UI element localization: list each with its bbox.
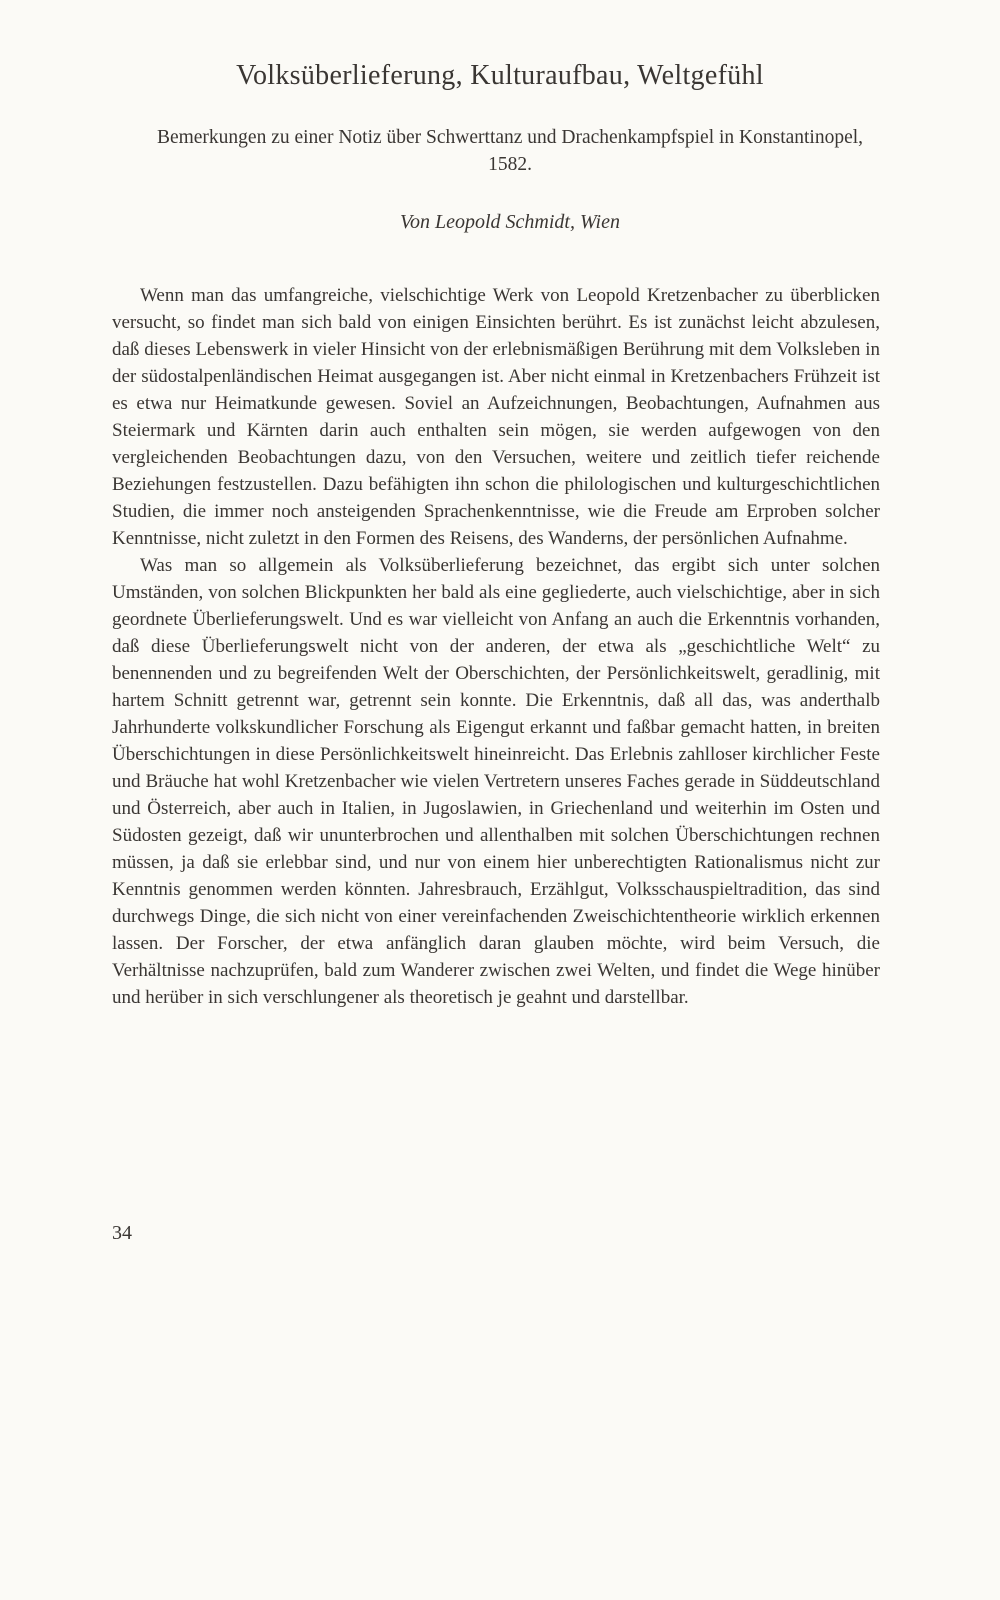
article-subtitle: Bemerkungen zu einer Notiz über Schwerttanz und Drachenkampfspiel in Konstantinopel, 1582. [156,127,864,175]
body-paragraph: Wenn man das umfangreiche, vielschichtige Werk von Leopold Kretzenbacher zu überblicken versucht, so findet man sich bald von einigen Einsichten berührt. Es ist zunächst leicht abzulesen, daß dieses Lebenswerk in vieler Hinsicht von der erlebnismäßigen Berührung mit dem Volksleben in der südostalpenländischen Heimat ausgegangen ist. Aber nicht einmal in Kretzenbachers Frühzeit ist es etwa nur Heimatkunde gewesen. Soviel an Aufzeichnungen, Beobachtungen, Aufnahmen aus Steiermark und Kärnten darin auch enthalten sein mögen, sie werden aufgewogen von den vergleichenden Beobachtungen dazu, von den Versuchen, weitere und zeitlich tiefer reichende Beziehungen festzustellen. Dazu befähigten ihn schon die philologischen und kulturgeschichtlichen Studien, die immer noch ansteigenden Sprachenkenntnisse, wie die Freude am Erproben solcher Kenntnisse, nicht zuletzt in den Formen des Reisens, des Wanderns, der persönlichen Aufnahme. [112,285,880,549]
body-paragraph: Was man so allgemein als Volksüberlieferung bezeichnet, das ergibt sich unter solchen Umständen, von solchen Blickpunkten her bald als eine gegliederte, auch vielschichtige, aber in sich geordnete Überlieferungswelt. Und es war vielleicht von Anfang an auch die Erkenntnis vorhanden, daß diese Überlieferungswelt nicht von der anderen, der etwa als „geschichtliche Welt“ zu benennenden und zu begreifenden Welt der Oberschichten, der Persönlichkeitswelt, geradlinig, mit hartem Schnitt getrennt war, getrennt sein konnte. Die Erkenntnis, daß all das, was anderthalb Jahrhunderte volkskundlicher Forschung als Eigengut erkannt und faßbar gemacht hatten, in breiten Überschichtungen in diese Persönlichkeitswelt hineinreicht. Das Erlebnis zahlloser kirchlicher Feste und Bräuche hat wohl Kretzenbacher wie vielen Vertretern unseres Faches gerade in Süddeutschland und Österreich, aber auch in Italien, in Jugoslawien, in Griechenland und weiterhin im Osten und Südosten gezeigt, daß wir ununterbrochen und allenthalben mit solchen Überschichtungen rechnen müssen, ja daß sie erlebbar sind, und nur von einem hier unberechtigten Rationalismus nicht zur Kenntnis genommen werden könnten. Jahresbrauch, Erzählgut, Volksschauspieltradition, das sind durchwegs Dinge, die sich nicht von einer vereinfachenden Zweischichtentheorie wirklich erkennen lassen. Der Forscher, der etwa anfänglich daran glauben möchte, wird beim Versuch, die Verhältnisse nachzuprüfen, bald zum Wanderer zwischen zwei Welten, und findet die Wege hinüber und herüber in sich verschlungener als theoretisch je geahnt und darstellbar. [112,555,880,1008]
article-author: Von Leopold Schmidt, Wien [400,211,620,233]
article-body [112,282,880,1011]
page-number: 34 [112,1222,132,1244]
article-title: Volksüberlieferung, Kulturaufbau, Weltgefühl [236,60,764,91]
